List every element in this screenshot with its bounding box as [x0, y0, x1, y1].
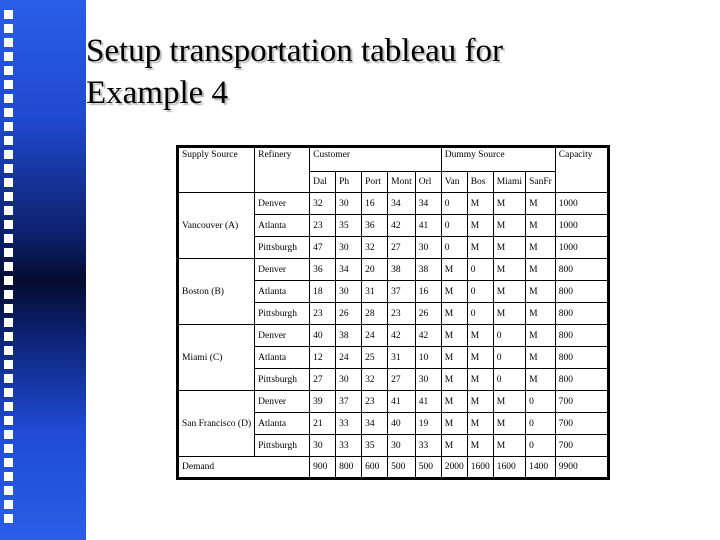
cost-cell: 35 — [362, 435, 388, 457]
bullet-square-icon — [4, 248, 13, 257]
cost-cell: 34 — [415, 193, 441, 215]
capacity-cell: 800 — [555, 325, 607, 347]
cost-cell: M — [526, 303, 556, 325]
bullet-square-icon — [4, 486, 13, 495]
refinery-cell: Atlanta — [255, 281, 310, 303]
cost-cell: 18 — [310, 281, 336, 303]
bullet-square-icon — [4, 416, 13, 425]
cost-cell: M — [467, 435, 493, 457]
bullet-squares — [4, 10, 14, 528]
cost-cell: M — [441, 281, 467, 303]
cost-cell: M — [493, 435, 525, 457]
demand-total: 9900 — [555, 457, 607, 478]
cost-cell: M — [467, 193, 493, 215]
bullet-square-icon — [4, 430, 13, 439]
cost-cell: 30 — [415, 237, 441, 259]
cost-cell: M — [467, 325, 493, 347]
cost-cell: 32 — [310, 193, 336, 215]
cost-cell: 32 — [362, 369, 388, 391]
cost-cell: 0 — [441, 215, 467, 237]
table-row — [179, 391, 608, 413]
cost-cell: 41 — [415, 215, 441, 237]
capacity-cell: 800 — [555, 347, 607, 369]
cost-cell: M — [526, 237, 556, 259]
cost-cell: M — [526, 369, 556, 391]
bullet-square-icon — [4, 402, 13, 411]
demand-cell: 2000 — [441, 457, 467, 478]
bullet-square-icon — [4, 10, 13, 19]
cost-cell: 42 — [388, 215, 416, 237]
cost-cell: 0 — [467, 303, 493, 325]
cost-cell: 0 — [467, 259, 493, 281]
bullet-square-icon — [4, 500, 13, 509]
cost-cell: 33 — [415, 435, 441, 457]
cost-cell: 30 — [336, 369, 362, 391]
bullet-square-icon — [4, 514, 13, 523]
capacity-cell: 700 — [555, 391, 607, 413]
cost-cell: M — [493, 259, 525, 281]
cost-cell: 24 — [362, 325, 388, 347]
bullet-square-icon — [4, 24, 13, 33]
cost-cell: M — [526, 193, 556, 215]
refinery-cell: Denver — [255, 325, 310, 347]
cost-cell: 40 — [310, 325, 336, 347]
cost-cell: 38 — [388, 259, 416, 281]
cost-cell: M — [467, 237, 493, 259]
capacity-cell: 800 — [555, 303, 607, 325]
cost-cell: M — [467, 347, 493, 369]
bullet-square-icon — [4, 276, 13, 285]
cost-cell: 36 — [362, 215, 388, 237]
refinery-cell: Pittsburgh — [255, 369, 310, 391]
customer-col-header: Orl — [415, 172, 441, 193]
demand-cell: 800 — [336, 457, 362, 478]
bullet-square-icon — [4, 192, 13, 201]
cost-cell: 23 — [388, 303, 416, 325]
capacity-cell: 800 — [555, 369, 607, 391]
bullet-square-icon — [4, 332, 13, 341]
capacity-cell: 1000 — [555, 193, 607, 215]
cost-cell: 19 — [415, 413, 441, 435]
cost-cell: 38 — [415, 259, 441, 281]
cost-cell: M — [441, 391, 467, 413]
cost-cell: 34 — [336, 259, 362, 281]
capacity-cell: 700 — [555, 413, 607, 435]
cost-cell: 30 — [388, 435, 416, 457]
supply-source-cell: Vancouver (A) — [179, 193, 255, 259]
cost-cell: M — [441, 369, 467, 391]
cost-cell: M — [493, 193, 525, 215]
supply-source-cell: Miami (C) — [179, 325, 255, 391]
cost-cell: 34 — [388, 193, 416, 215]
cost-cell: 24 — [336, 347, 362, 369]
cost-cell: 21 — [310, 413, 336, 435]
refinery-cell: Atlanta — [255, 215, 310, 237]
cost-cell: 25 — [362, 347, 388, 369]
customer-col-header: Port — [362, 172, 388, 193]
demand-cell: 500 — [388, 457, 416, 478]
cost-cell: 12 — [310, 347, 336, 369]
refinery-cell: Pittsburgh — [255, 435, 310, 457]
cost-cell: 33 — [336, 435, 362, 457]
cost-cell: M — [441, 347, 467, 369]
cost-cell: M — [441, 303, 467, 325]
cost-cell: 26 — [336, 303, 362, 325]
cost-cell: 23 — [310, 303, 336, 325]
table-row — [179, 193, 608, 215]
refinery-cell: Denver — [255, 391, 310, 413]
cost-cell: 30 — [336, 193, 362, 215]
customer-col-header: Ph — [336, 172, 362, 193]
cost-cell: 33 — [336, 413, 362, 435]
cost-cell: 0 — [441, 193, 467, 215]
cost-cell: M — [467, 369, 493, 391]
capacity-cell: 800 — [555, 259, 607, 281]
bullet-square-icon — [4, 346, 13, 355]
transportation-tableau — [176, 145, 610, 480]
cost-cell: M — [493, 215, 525, 237]
cost-cell: 27 — [388, 237, 416, 259]
demand-cell: 1600 — [467, 457, 493, 478]
cost-cell: 41 — [388, 391, 416, 413]
cost-cell: 0 — [467, 281, 493, 303]
bullet-square-icon — [4, 66, 13, 75]
cost-cell: M — [493, 391, 525, 413]
refinery-cell: Denver — [255, 259, 310, 281]
demand-cell: 500 — [415, 457, 441, 478]
cost-cell: 23 — [362, 391, 388, 413]
cost-cell: M — [526, 347, 556, 369]
bullet-square-icon — [4, 304, 13, 313]
cost-cell: 0 — [441, 237, 467, 259]
cost-cell: 42 — [388, 325, 416, 347]
cost-cell: M — [493, 281, 525, 303]
refinery-cell: Pittsburgh — [255, 303, 310, 325]
bullet-square-icon — [4, 458, 13, 467]
cost-cell: 42 — [415, 325, 441, 347]
cost-cell: 23 — [310, 215, 336, 237]
cost-cell: M — [493, 413, 525, 435]
bullet-square-icon — [4, 220, 13, 229]
bullet-square-icon — [4, 150, 13, 159]
title-line-2: Example 4 — [86, 75, 229, 111]
supply-source-header: Supply Source — [179, 148, 255, 193]
cost-cell: 31 — [362, 281, 388, 303]
slide-title — [86, 30, 686, 114]
cost-cell: 34 — [362, 413, 388, 435]
dummy-source-header: Dummy Source — [441, 148, 555, 172]
capacity-cell: 700 — [555, 435, 607, 457]
cost-cell: 0 — [493, 325, 525, 347]
bullet-square-icon — [4, 388, 13, 397]
demand-cell: 1600 — [493, 457, 525, 478]
bullet-square-icon — [4, 318, 13, 327]
cost-cell: 38 — [336, 325, 362, 347]
bullet-square-icon — [4, 472, 13, 481]
refinery-header: Refinery — [255, 148, 310, 193]
bullet-square-icon — [4, 164, 13, 173]
cost-cell: 0 — [493, 347, 525, 369]
sidebar-decoration — [0, 0, 86, 540]
customer-col-header: Mont — [388, 172, 416, 193]
bullet-square-icon — [4, 374, 13, 383]
bullet-square-icon — [4, 80, 13, 89]
cost-cell: 30 — [336, 237, 362, 259]
cost-cell: 30 — [310, 435, 336, 457]
cost-cell: M — [441, 435, 467, 457]
cost-cell: 27 — [388, 369, 416, 391]
dummy-col-header: Van — [441, 172, 467, 193]
bullet-square-icon — [4, 38, 13, 47]
demand-cell: 1400 — [526, 457, 556, 478]
cost-cell: 36 — [310, 259, 336, 281]
cost-cell: M — [467, 413, 493, 435]
tableau-table — [178, 147, 608, 478]
customer-col-header: Dal — [310, 172, 336, 193]
cost-cell: M — [526, 325, 556, 347]
bullet-square-icon — [4, 122, 13, 131]
cost-cell: 40 — [388, 413, 416, 435]
table-row — [179, 325, 608, 347]
cost-cell: 39 — [310, 391, 336, 413]
demand-cell: 600 — [362, 457, 388, 478]
refinery-cell: Denver — [255, 193, 310, 215]
supply-source-cell: San Francisco (D) — [179, 391, 255, 457]
bullet-square-icon — [4, 444, 13, 453]
customer-header: Customer — [310, 148, 442, 172]
cost-cell: 37 — [336, 391, 362, 413]
cost-cell: M — [441, 413, 467, 435]
cost-cell: 20 — [362, 259, 388, 281]
bullet-square-icon — [4, 52, 13, 61]
bullet-square-icon — [4, 178, 13, 187]
cost-cell: M — [441, 325, 467, 347]
supply-source-cell: Boston (B) — [179, 259, 255, 325]
cost-cell: 0 — [526, 413, 556, 435]
bullet-square-icon — [4, 234, 13, 243]
demand-label: Demand — [179, 457, 310, 478]
dummy-col-header: Bos — [467, 172, 493, 193]
cost-cell: 32 — [362, 237, 388, 259]
bullet-square-icon — [4, 94, 13, 103]
bullet-square-icon — [4, 108, 13, 117]
bullet-square-icon — [4, 136, 13, 145]
cost-cell: 27 — [310, 369, 336, 391]
title-line-1: Setup transportation tableau for — [86, 33, 503, 69]
cost-cell: M — [493, 303, 525, 325]
header-row — [179, 148, 608, 172]
bullet-square-icon — [4, 290, 13, 299]
cost-cell: 30 — [415, 369, 441, 391]
refinery-cell: Pittsburgh — [255, 237, 310, 259]
capacity-cell: 1000 — [555, 215, 607, 237]
bullet-square-icon — [4, 360, 13, 369]
cost-cell: M — [467, 215, 493, 237]
cost-cell: 28 — [362, 303, 388, 325]
cost-cell: 30 — [336, 281, 362, 303]
bullet-square-icon — [4, 262, 13, 271]
cost-cell: 10 — [415, 347, 441, 369]
table-row — [179, 259, 608, 281]
cost-cell: 47 — [310, 237, 336, 259]
cost-cell: 31 — [388, 347, 416, 369]
cost-cell: 0 — [526, 391, 556, 413]
cost-cell: M — [526, 259, 556, 281]
cost-cell: M — [526, 215, 556, 237]
dummy-col-header: Miami — [493, 172, 525, 193]
cost-cell: 41 — [415, 391, 441, 413]
cost-cell: M — [526, 281, 556, 303]
dummy-col-header: SanFr — [526, 172, 556, 193]
capacity-cell: 800 — [555, 281, 607, 303]
cost-cell: 37 — [388, 281, 416, 303]
cost-cell: 35 — [336, 215, 362, 237]
cost-cell: 0 — [526, 435, 556, 457]
cost-cell: 0 — [493, 369, 525, 391]
cost-cell: 16 — [415, 281, 441, 303]
refinery-cell: Atlanta — [255, 347, 310, 369]
cost-cell: 16 — [362, 193, 388, 215]
demand-row — [179, 457, 608, 478]
capacity-header: Capacity — [555, 148, 607, 193]
refinery-cell: Atlanta — [255, 413, 310, 435]
cost-cell: M — [441, 259, 467, 281]
demand-cell: 900 — [310, 457, 336, 478]
cost-cell: M — [467, 391, 493, 413]
cost-cell: 26 — [415, 303, 441, 325]
bullet-square-icon — [4, 206, 13, 215]
cost-cell: M — [493, 237, 525, 259]
capacity-cell: 1000 — [555, 237, 607, 259]
